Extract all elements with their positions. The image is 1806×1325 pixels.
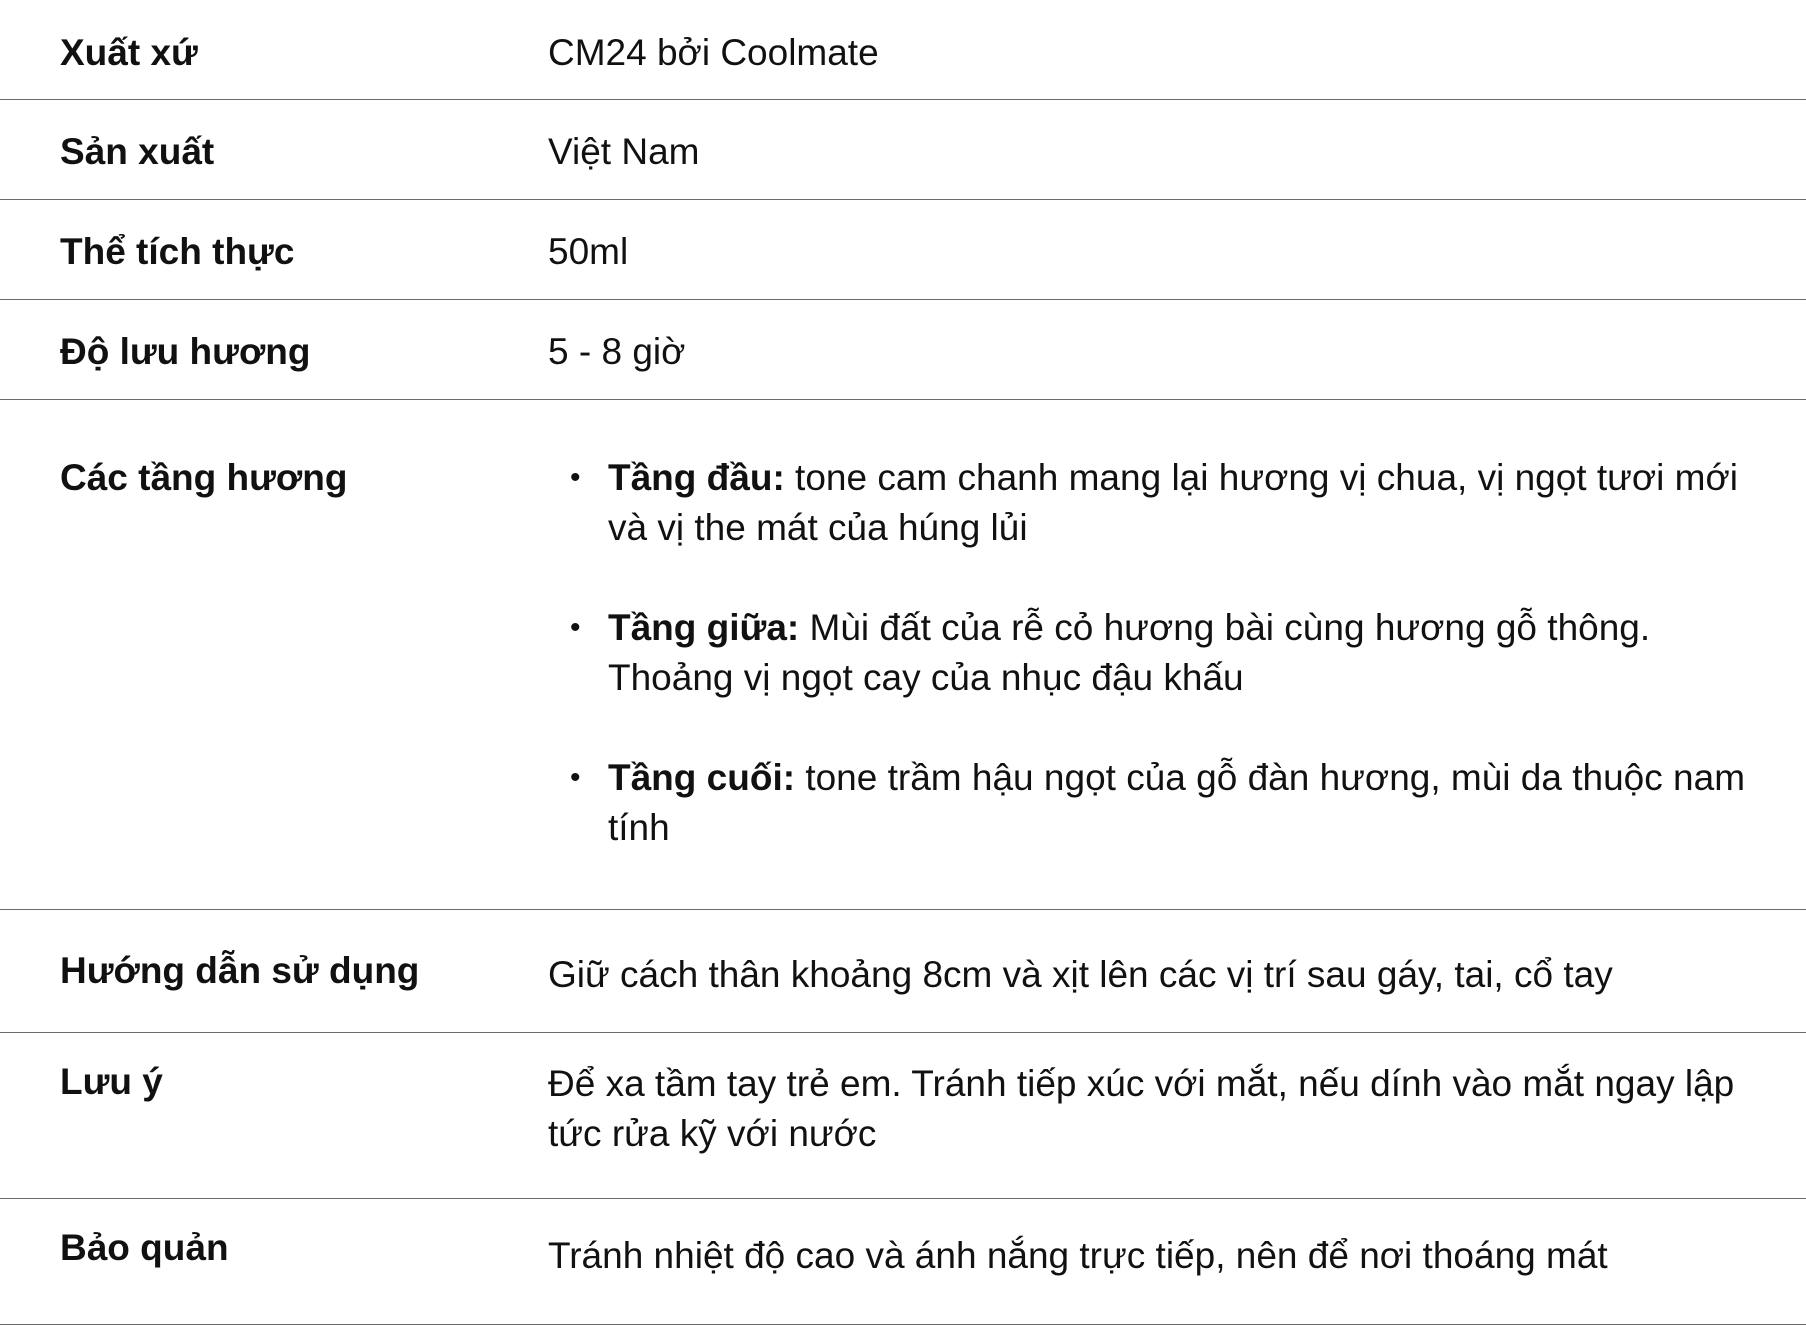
list-item xyxy=(570,603,1760,703)
bullet-icon: • xyxy=(570,761,581,794)
spec-label: Thể tích thực xyxy=(60,231,295,272)
note-name: Tầng giữa: xyxy=(608,607,800,648)
spec-row-manufacture xyxy=(0,100,1806,200)
note-text: tone cam chanh mang lại hương vị chua, vị ngọt tươi mới và vị the mát của húng lủi xyxy=(608,457,1738,548)
bullet-icon: • xyxy=(570,611,581,644)
spec-row-notes xyxy=(0,400,1806,910)
list-item xyxy=(570,453,1760,553)
spec-label: Xuất xứ xyxy=(60,32,198,73)
note-name: Tầng cuối: xyxy=(608,757,796,798)
note-text: tone trầm hậu ngọt của gỗ đàn hương, mùi da thuộc nam tính xyxy=(608,757,1746,848)
fragrance-notes-list xyxy=(570,453,1760,853)
spec-label: Các tầng hương xyxy=(60,457,348,498)
spec-value: Tránh nhiệt độ cao và ánh nắng trực tiếp, nên để nơi thoáng mát xyxy=(548,1235,1608,1276)
spec-label: Độ lưu hương xyxy=(60,331,311,372)
spec-row-usage xyxy=(0,910,1806,1033)
spec-label: Hướng dẫn sử dụng xyxy=(60,950,420,991)
spec-value: Việt Nam xyxy=(548,131,700,172)
spec-row-origin xyxy=(0,0,1806,100)
spec-row-longevity xyxy=(0,300,1806,400)
spec-row-storage xyxy=(0,1199,1806,1325)
note-text: Mùi đất của rễ cỏ hương bài cùng hương gỗ thông. Thoảng vị ngọt cay của nhục đậu khấu xyxy=(608,607,1651,698)
spec-label: Sản xuất xyxy=(60,131,215,172)
spec-value: Giữ cách thân khoảng 8cm và xịt lên các vị trí sau gáy, tai, cổ tay xyxy=(548,954,1613,995)
spec-value: CM24 bởi Coolmate xyxy=(548,32,879,73)
spec-value: 50ml xyxy=(548,231,629,272)
list-item xyxy=(570,753,1760,853)
spec-value: Để xa tầm tay trẻ em. Tránh tiếp xúc với mắt, nếu dính vào mắt ngay lập tức rửa kỹ với nước xyxy=(548,1063,1735,1154)
spec-value: 5 - 8 giờ xyxy=(548,331,686,372)
spec-label: Bảo quản xyxy=(60,1227,229,1268)
bullet-icon: • xyxy=(570,461,581,494)
spec-label: Lưu ý xyxy=(60,1061,163,1102)
spec-row-caution xyxy=(0,1033,1806,1199)
note-name: Tầng đầu: xyxy=(608,457,785,498)
spec-row-volume xyxy=(0,200,1806,300)
